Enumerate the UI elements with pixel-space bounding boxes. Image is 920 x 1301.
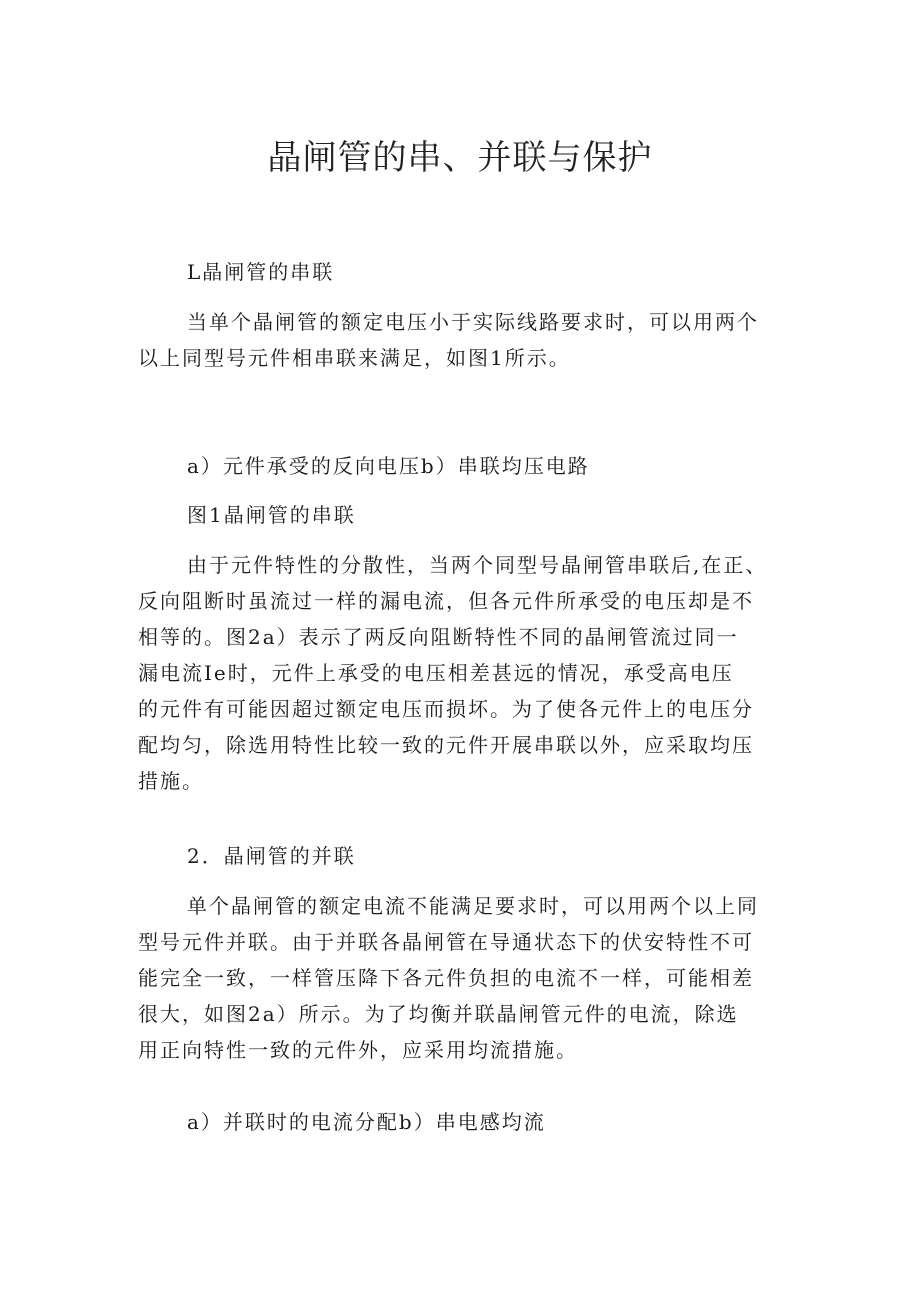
subcaption-text: a）并联时的电流分配b）串电感均流 (187, 1110, 546, 1134)
paragraph-line: 用正向特性一致的元件外，应采用均流措施。 (138, 1038, 578, 1062)
subcaption-text: a）元件承受的反向电压b）串联均压电路 (187, 454, 590, 478)
figure-subcaption-series (138, 448, 798, 484)
figure-caption-text: 图1晶闸管的串联 (187, 503, 356, 527)
section-heading-parallel (138, 838, 798, 874)
figure-caption-series (138, 497, 798, 533)
paragraph-line: 由于元件特性的分散性，当两个同型号晶闸管串联后,在正、 (187, 553, 768, 577)
paragraph-line: 型号元件并联。由于并联各晶闸管在导通状态下的伏安特性不可 (138, 930, 754, 954)
heading-text: L晶闸管的串联 (187, 260, 335, 284)
section-heading-series (138, 254, 798, 290)
paragraph-line: 很大，如图2a）所示。为了均衡并联晶闸管元件的电流，除选 (138, 1002, 739, 1026)
paragraph-line: 当单个晶闸管的额定电压小于实际线路要求时，可以用两个 (187, 310, 759, 334)
paragraph-series-details (138, 547, 798, 799)
paragraph-line: 能完全一致，一样管压降下各元件负担的电流不一样，可能相差 (138, 966, 754, 990)
figure-subcaption-parallel (138, 1104, 798, 1140)
heading-text: 2．晶闸管的并联 (187, 844, 356, 868)
paragraph-line: 单个晶闸管的额定电流不能满足要求时，可以用两个以上同 (187, 894, 759, 918)
paragraph-line: 的元件有可能因超过额定电压而损坏。为了使各元件上的电压分 (138, 697, 754, 721)
paragraph-line: 相等的。图2a）表示了两反向阻断特性不同的晶闸管流过同一 (138, 625, 739, 649)
paragraph-line: 漏电流Ie时，元件上承受的电压相差甚远的情况，承受高电压 (138, 661, 734, 685)
page-title: 晶闸管的串、并联与保护 (267, 138, 653, 178)
paragraph-parallel (138, 888, 798, 1068)
paragraph-line: 措施。 (138, 769, 204, 793)
paragraph-line: 配均匀，除选用特性比较一致的元件开展串联以外，应采取均压 (138, 733, 754, 757)
paragraph-line: 以上同型号元件相串联来满足，如图1所示。 (138, 346, 571, 370)
paragraph-line: 反向阻断时虽流过一样的漏电流，但各元件所承受的电压却是不 (138, 589, 754, 613)
paragraph-series-intro (138, 304, 798, 376)
